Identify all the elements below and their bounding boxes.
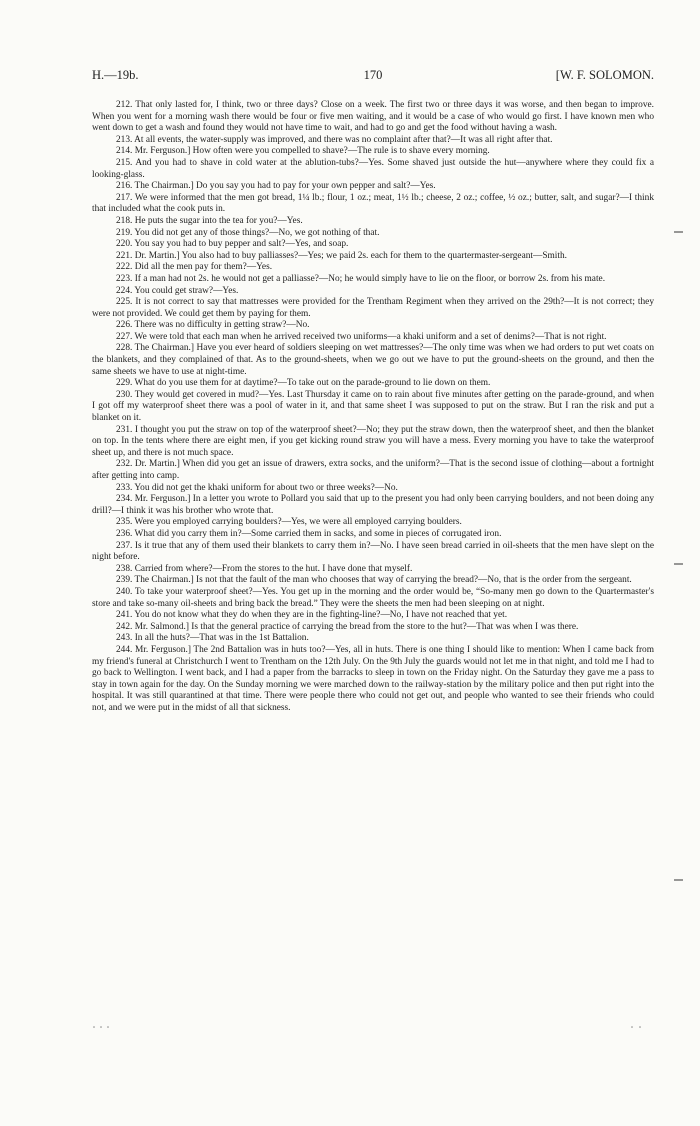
testimony-paragraph: 219. You did not get any of those things?—No, we got nothing of that. xyxy=(116,227,380,238)
testimony-paragraph: 212. That only lasted for, I think, two or three days? Close on a week. The first two or three days it was worse, and then began to improve. When you went for a morning wash there would be four or five men waiting, and it would be a case of who would go first. I have known men who went down to get a wash and found they would not have time to wait, and had to go and get the food without having a wash. xyxy=(92,100,654,134)
testimony-paragraph: 216. The Chairman.] Do you say you had to pay for your own pepper and salt?—Yes. xyxy=(116,181,436,192)
testimony-paragraph: 224. You could get straw?—Yes. xyxy=(116,285,239,296)
testimony-paragraph: 217. We were informed that the men got bread, 1¼ lb.; flour, 1 oz.; meat, 1½ lb.; cheese, 2 oz.; coffee, ½ oz.; butter, salt, and sugar?—I think that included what the cook puts in. xyxy=(92,192,654,215)
testimony-paragraph: 237. Is it true that any of them used their blankets to carry them in?—No. I have seen bread carried in oil-sheets that the men have slept on the night before. xyxy=(92,540,654,563)
footer-dot xyxy=(107,1026,109,1028)
testimony-paragraph: 234. Mr. Ferguson.] In a letter you wrote to Pollard you said that up to the present you had only been carrying boulders, and not been doing any drill?—I think it was his brother who wrote that. xyxy=(92,494,654,516)
testimony-paragraph: 240. To take your waterproof sheet?—Yes. You get up in the morning and the order would be, “So-many men go down to the Quartermaster's store and take so-many oil-sheets and bring back the bread.” They were the sheets the men had been sleeping on at night. xyxy=(92,586,654,609)
footer-dot xyxy=(639,1026,641,1028)
testimony-paragraph: 222. Did all the men pay for them?—Yes. xyxy=(116,262,273,273)
running-header xyxy=(92,68,654,86)
footer-dot xyxy=(100,1026,102,1028)
testimony-paragraph: 238. Carried from where?—From the stores to the hut. I have done that myself. xyxy=(116,563,413,574)
testimony-paragraph: 226. There was no difficulty in getting straw?—No. xyxy=(116,320,310,331)
testimony-paragraph: 225. It is not correct to say that mattresses were provided for the Trentham Regiment when they arrived on the 29th?—It is not correct; they were not provided. We could get them by paying for them. xyxy=(92,297,654,319)
testimony-paragraph: 230. They would get covered in mud?—Yes. Last Thursday it came on to rain about five minutes after getting on the parade-ground, and when I got off my waterproof sheet there was a pool of water in it, and that same sheet I was supposed to put on the straw. But I ran the risk and put a blanket on it. xyxy=(92,389,654,424)
testimony-paragraph: 236. What did you carry them in?—Some carried them in sacks, and some in pieces of corrugated iron. xyxy=(116,528,502,539)
testimony-paragraph: 215. And you had to shave in cold water at the ablution-tubs?—Yes. Some shaved just outside the hut—anywhere where they could fix a looking-glass. xyxy=(92,157,654,180)
testimony-paragraph: 232. Dr. Martin.] When did you get an issue of drawers, extra socks, and the uniform?—That is the second issue of clothing—about a fortnight after getting into camp. xyxy=(92,459,654,481)
testimony-paragraph: 221. Dr. Martin.] You also had to buy palliasses?—Yes; we paid 2s. each for them to the quartermaster-sergeant—Smith. xyxy=(116,250,568,261)
testimony-paragraph: 220. You say you had to buy pepper and salt?—Yes, and soap. xyxy=(116,239,349,250)
testimony-paragraph: 213. At all events, the water-supply was improved, and there was no complaint after that?—It was all right after that. xyxy=(116,134,553,145)
footer-dot xyxy=(93,1026,95,1028)
testimony-paragraph: 218. He puts the sugar into the tea for you?—Yes. xyxy=(116,215,303,226)
testimony-paragraph: 244. Mr. Ferguson.] The 2nd Battalion was in huts too?—Yes, all in huts. There is one thing I should like to mention: When I came back from my friend's funeral at Christchurch I went to Trentham on the 12th July. On the 9th July the guards would not let me in that night, and told me I had to go back to Wellington. I went back, and I had a paper from the barracks to sleep in town on the Friday night. On the Saturday they gave me a pass to stay in town again for the day. On the Sunday morning we were marched down to the railway-station by the military police and then put right into the hospital. It was still quarantined at that time. There were people there who could not get out, and people who wanted to see their friends who could not, and we were put in the midst of all that sickness. xyxy=(92,644,654,713)
testimony-paragraph: 227. We were told that each man when he arrived received two uniforms—a khaki uniform and a set of denims?—That is not right. xyxy=(116,331,607,342)
document-reference: H.—19b. xyxy=(92,68,139,82)
footer-dot xyxy=(631,1026,633,1028)
witness-name: [W. F. SOLOMON. xyxy=(555,68,654,82)
testimony-paragraph: 241. You do not know what they do when they are in the fighting-line?—No, I have not reached that yet. xyxy=(116,610,508,621)
page-number: 170 xyxy=(363,68,383,82)
testimony-body xyxy=(92,100,654,714)
footer-dots xyxy=(92,1025,654,1029)
testimony-paragraph: 223. If a man had not 2s. he would not get a palliasse?—No; he would simply have to lie on the floor, or borrow 2s. from his mate. xyxy=(116,273,606,284)
testimony-paragraph: 233. You did not get the khaki uniform for about two or three weeks?—No. xyxy=(116,482,398,493)
testimony-paragraph: 242. Mr. Salmond.] Is that the general practice of carrying the bread from the store to the hut?—That was when I was there. xyxy=(116,621,579,632)
testimony-paragraph: 228. The Chairman.] Have you ever heard of soldiers sleeping on wet mattresses?—The only time was when we had orders to put wet coats on the blankets, and they complained of that. As to the ground-sheets, when we go out we have to put the ground-sheets on the ground, and then the same sheets we have to use at night-time. xyxy=(92,343,654,377)
testimony-paragraph: 235. Were you employed carrying boulders?—Yes, we were all employed carrying boulders. xyxy=(116,517,462,528)
testimony-paragraph: 214. Mr. Ferguson.] How often were you compelled to shave?—The rule is to shave every morning. xyxy=(116,146,490,157)
testimony-paragraph: 229. What do you use them for at daytime?—To take out on the parade-ground to lie down on them. xyxy=(116,378,491,389)
testimony-paragraph: 231. I thought you put the straw on top of the waterproof sheet?—No; they put the straw down, then the waterproof sheet, and then the blanket on top. In the tents where there are eight men, if you get kicking round straw you will have a mess. Every morning you have to take the waterproof sheet up, and there is not much space. xyxy=(92,424,654,458)
testimony-paragraph: 243. In all the huts?—That was in the 1st Battalion. xyxy=(116,633,309,644)
testimony-paragraph: 239. The Chairman.] Is not that the fault of the man who chooses that way of carrying the bread?—No, that is the order from the sergeant. xyxy=(116,575,632,586)
